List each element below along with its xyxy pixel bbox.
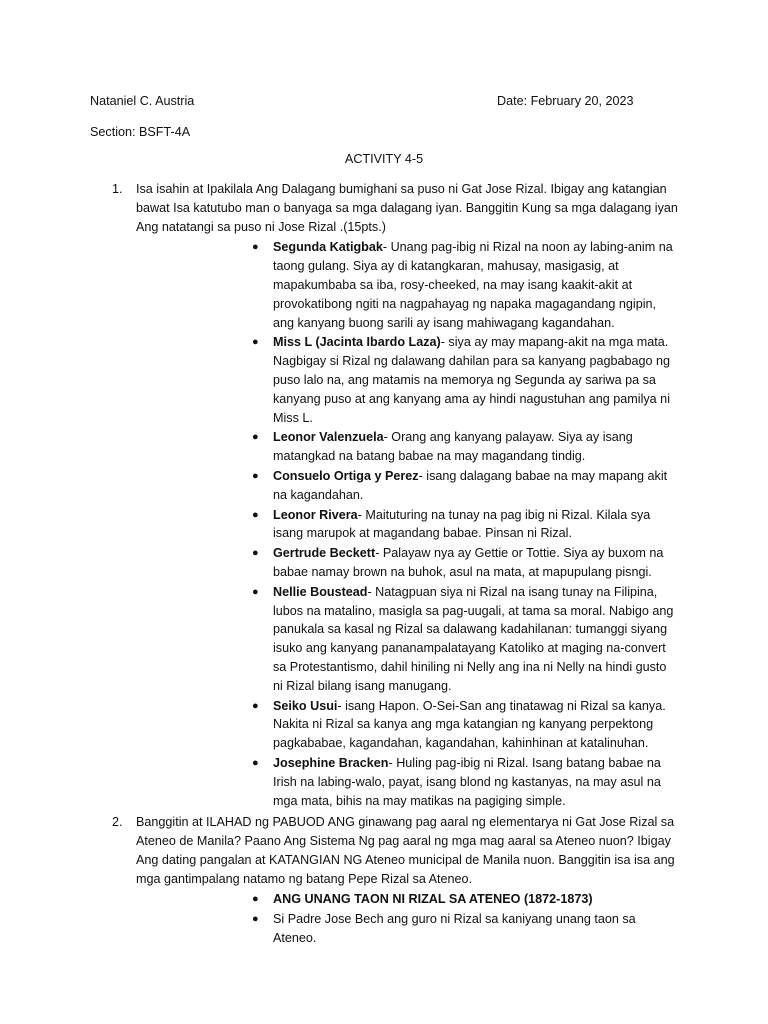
person-name: Consuelo Ortiga y Perez bbox=[273, 468, 419, 483]
list-item bbox=[136, 910, 678, 948]
question-list bbox=[90, 180, 678, 950]
question-number: 2. bbox=[112, 815, 123, 830]
bullet-icon: ● bbox=[252, 585, 259, 598]
date-line: Date: February 20, 2023 bbox=[497, 94, 634, 108]
bullet-icon: ● bbox=[252, 431, 259, 444]
person-description: - isang Hapon. O-Sei-San ang tinatawag ni Rizal sa kanya. Nakita ni Rizal sa kanya ang mga katangian ng kanyang perpektong pagkababae, kagandahan, kagandahan, kahinhinan at katalinuhan. bbox=[273, 698, 666, 751]
section-line: Section: BSFT-4A bbox=[90, 125, 191, 139]
person-description: - Orang ang kanyang palayaw. Siya ay isang matangkad na batang babae na may magandang tindig. bbox=[273, 430, 633, 464]
list-item bbox=[136, 428, 678, 466]
list-item bbox=[136, 697, 678, 753]
author-name: Nataniel C. Austria bbox=[90, 94, 195, 108]
person-description: - Unang pag-ibig ni Rizal na noon ay labing-anim na taong gulang. Siya ay di katangkaran, mahusay, masigasig, at mapakumbaba sa iba, rosy-cheeked, na may isang kaakit-akit at provokatibong ngiti na nagpahayag ng napaka magagandang ngipin, ang kanyang buong sarili ay isang mahiwagang kagandahan. bbox=[273, 240, 673, 330]
answer-list bbox=[136, 238, 678, 810]
activity-title: ACTIVITY 4-5 bbox=[344, 152, 424, 166]
person-description: - Palayaw nya ay Gettie or Tottie. Siya ay buxom na babae namay brown na buhok, asul na mata, at mapupulang pisngi. bbox=[273, 546, 664, 579]
bullet-icon: ● bbox=[252, 699, 259, 712]
person-name: Leonor Valenzuela bbox=[273, 430, 384, 445]
person-description: - Huling pag-ibig ni Rizal. Isang batang babae na Irish na labing-walo, payat, isang blond ng kastanyas, na may asul na mga mata, bihis na may matikas na pagiging simple. bbox=[273, 755, 661, 808]
bullet-icon: ● bbox=[252, 913, 259, 926]
answer-text: Si Padre Jose Bech ang guro ni Rizal sa kaniyang unang taon sa Ateneo. bbox=[273, 912, 636, 946]
bullet-icon: ● bbox=[252, 893, 259, 906]
list-item bbox=[136, 754, 678, 810]
list-item bbox=[136, 890, 678, 909]
question-text: Banggitin at ILAHAD ng PABUOD ANG ginawang pag aaral ng elementarya ni Gat Jose Rizal sa Ateneo de Manila? Paano Ang Sistema Ng pag aaral ng mga mag aaral sa Ateneo nuon? Ibigay Ang dating pangalan at KATANGIAN NG Ateneo municipal de Manila nuon. Banggitin isa isa ang mga gantimpalang natamo ng batang Pepe Rizal sa Ateneo. bbox=[136, 815, 675, 886]
header-row bbox=[90, 94, 678, 112]
person-description: - isang dalagang babae na may mapang akit na kagandahan. bbox=[273, 468, 668, 502]
section-heading: ANG UNANG TAON NI RIZAL SA ATENEO (1872-1873) bbox=[273, 892, 593, 907]
person-description: - Maituturing na tunay na pag ibig ni Rizal. Kilala sya isang marupok at magandang babae. Pinsan ni Rizal. bbox=[273, 507, 651, 541]
bullet-icon: ● bbox=[252, 469, 259, 482]
question-1 bbox=[90, 180, 678, 810]
bullet-icon: ● bbox=[252, 756, 259, 769]
person-name: Leonor Rivera bbox=[273, 507, 358, 522]
bullet-icon: ● bbox=[252, 547, 259, 560]
list-item bbox=[136, 506, 678, 544]
person-name: Segunda Katigbak bbox=[273, 240, 383, 255]
person-description: - Natagpuan siya ni Rizal na isang tunay na Filipina, lubos na matalino, masigla sa pag-uugali, at tama sa moral. Nabigo ang panukala sa kasal ng Rizal sa dalawang kadahilanan: tumanggi siyang isuko ang kanyang pananampalatayang Katoliko at maging na-convert sa Protestantismo, dahil hiniling ni Nelly ang ina ni Nelly na hindi gusto ni Rizal bilang isang manugang. bbox=[273, 584, 674, 693]
list-item bbox=[136, 544, 678, 582]
person-name: Nellie Boustead bbox=[273, 584, 368, 599]
person-name: Gertrude Beckett bbox=[273, 546, 376, 561]
bullet-icon: ● bbox=[252, 241, 259, 254]
question-2 bbox=[90, 813, 678, 948]
question-text: Isa isahin at Ipakilala Ang Dalagang bumighani sa puso ni Gat Jose Rizal. Ibigay ang katangian bawat Isa katutubo man o banyaga sa mga dalagang iyan. Banggitin Kung sa mga dalagang iyan Ang natatangi sa puso ni Jose Rizal .(15pts.) bbox=[136, 182, 678, 234]
person-name: Miss L (Jacinta Ibardo Laza) bbox=[273, 335, 441, 350]
answer-list bbox=[136, 890, 678, 947]
list-item bbox=[136, 333, 678, 427]
person-name: Seiko Usui bbox=[273, 698, 338, 713]
list-item bbox=[136, 467, 678, 505]
person-name: Josephine Bracken bbox=[273, 755, 389, 770]
list-item bbox=[136, 583, 678, 696]
bullet-icon: ● bbox=[252, 508, 259, 521]
person-description: - siya ay may mapang-akit na mga mata. Nagbigay si Rizal ng dalawang dahilan para sa kanyang pagbabago ng puso lalo na, ang matamis na memorya ng Segunda ay sariwa pa sa kanyang puso at ang kanyang ama ay hindi nagustuhan ang pamilya ni Miss L. bbox=[273, 335, 670, 425]
question-number: 1. bbox=[112, 182, 123, 196]
bullet-icon: ● bbox=[252, 336, 259, 349]
list-item bbox=[136, 238, 678, 332]
